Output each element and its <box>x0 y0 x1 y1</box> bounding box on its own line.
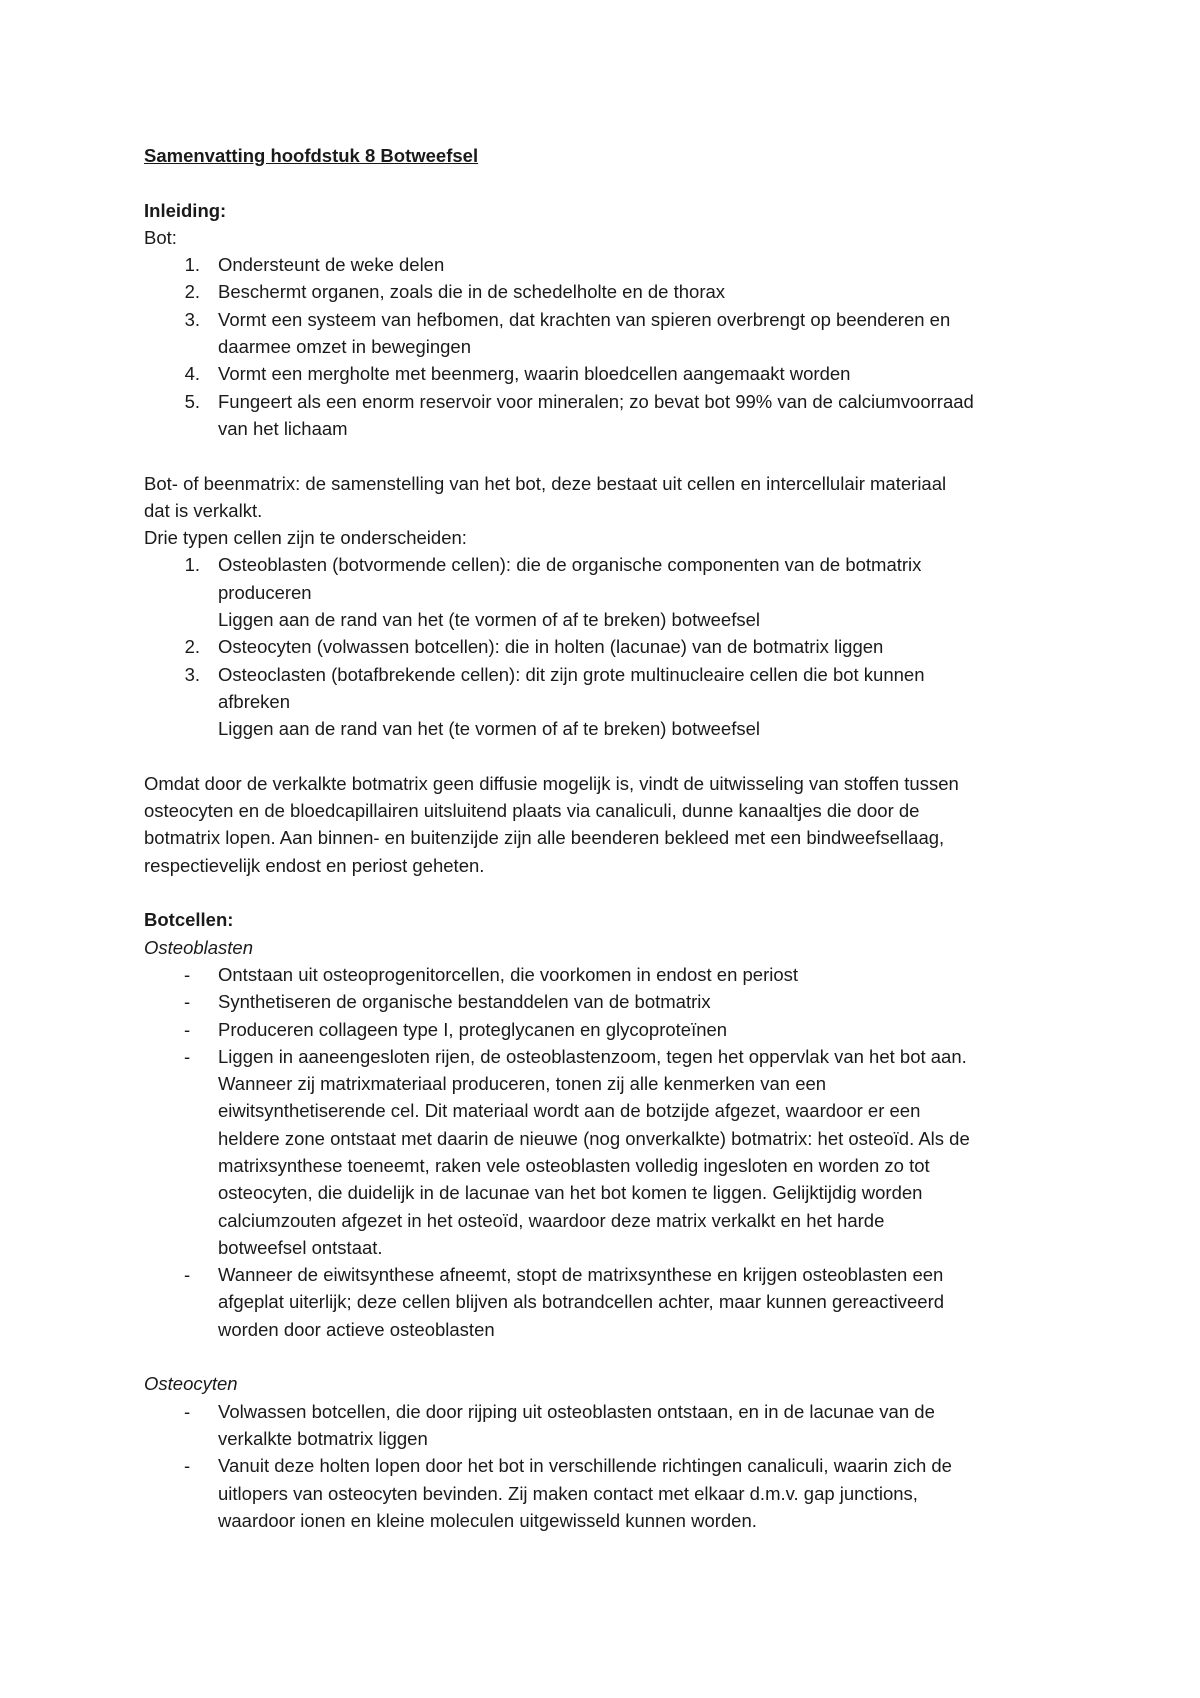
document-title: Samenvatting hoofdstuk 8 Botweefsel <box>144 145 479 166</box>
list-item <box>144 551 1074 633</box>
list-item <box>144 961 1074 988</box>
list-item-line: produceren <box>218 581 312 603</box>
osteocyten-list <box>144 1398 1074 1534</box>
list-item-line: Liggen aan de rand van het (te vormen of af te breken) botweefsel <box>218 718 760 740</box>
list-item-text <box>218 306 950 361</box>
matrix-line-1: Bot- of beenmatrix: de samenstelling van het bot, deze bestaat uit cellen en intercellulair materiaal <box>144 472 947 494</box>
list-item-line: Liggen aan de rand van het (te vormen of af te breken) botweefsel <box>218 609 760 631</box>
spacer <box>144 879 1074 906</box>
cell-types-intro: Drie typen cellen zijn te onderscheiden: <box>144 527 467 549</box>
osteoblasten-list <box>144 961 1074 1343</box>
bullet-dash: - <box>184 991 191 1013</box>
list-item-line: afgeplat uiterlijk; deze cellen blijven als botrandcellen achter, maar kunnen gereactiveerd <box>218 1291 945 1313</box>
document-content <box>144 142 1074 1534</box>
exchange-line-4: respectievelijk endost en periost geheten. <box>144 854 485 876</box>
list-item-line: afbreken <box>218 690 290 712</box>
subheading-osteoblasten: Osteoblasten <box>144 936 254 958</box>
list-item <box>144 1016 1074 1043</box>
list-item-line: Fungeert als een enorm reservoir voor mineralen; zo bevat bot 99% van de calciumvoorraad <box>218 390 974 412</box>
list-item <box>144 306 1074 361</box>
list-item-text <box>218 961 798 988</box>
list-number: 4. <box>184 363 200 385</box>
list-item-line: Vormt een mergholte met beenmerg, waarin bloedcellen aangemaakt worden <box>218 363 851 385</box>
list-item-line: heldere zone ontstaat met daarin de nieuwe (nog onverkalkte) botmatrix: het osteoïd. Als de <box>218 1127 970 1149</box>
list-item-line: Wanneer zij matrixmateriaal produceren, tonen zij alle kenmerken van een <box>218 1073 827 1095</box>
list-item-line: daarmee omzet in bewegingen <box>218 336 471 358</box>
list-item-line: calciumzouten afgezet in het osteoïd, waardoor deze matrix verkalkt en het harde <box>218 1209 885 1231</box>
list-item <box>144 633 1074 660</box>
bot-label: Bot: <box>144 226 177 248</box>
list-item-line: Ontstaan uit osteoprogenitorcellen, die voorkomen in endost en periost <box>218 963 799 985</box>
list-item <box>144 1261 1074 1343</box>
list-item-text <box>218 551 921 633</box>
list-item-line: Wanneer de eiwitsynthese afneemt, stopt de matrixsynthese en krijgen osteoblasten een <box>218 1264 944 1286</box>
list-item-text <box>218 661 925 743</box>
section-heading-inleiding: Inleiding: <box>144 199 227 221</box>
list-item-line: eiwitsynthetiserende cel. Dit materiaal wordt aan de botzijde afgezet, waardoor er een <box>218 1100 921 1122</box>
list-item-line: matrixsynthese toeneemt, raken vele osteoblasten volledig ingesloten en worden zo tot <box>218 1154 930 1176</box>
list-item-text <box>218 1452 952 1534</box>
section-heading-botcellen: Botcellen: <box>144 909 234 931</box>
list-item <box>144 988 1074 1015</box>
list-item-text <box>218 1261 944 1343</box>
list-item-line: Volwassen botcellen, die door rijping uit osteoblasten ontstaan, en in de lacunae van de <box>218 1400 935 1422</box>
list-item-line: Osteocyten (volwassen botcellen): die in holten (lacunae) van de botmatrix liggen <box>218 636 884 658</box>
bullet-dash: - <box>184 1018 191 1040</box>
list-number: 1. <box>184 254 200 276</box>
list-number: 3. <box>184 663 200 685</box>
list-item-line: Produceren collageen type I, proteglycanen en glycoproteïnen <box>218 1018 728 1040</box>
list-item <box>144 1043 1074 1261</box>
list-item-line: Vanuit deze holten lopen door het bot in verschillende richtingen canaliculi, waarin zich de <box>218 1455 952 1477</box>
list-item-line: waardoor ionen en kleine moleculen uitgewisseld kunnen worden. <box>218 1509 757 1531</box>
exchange-line-2: osteocyten en de bloedcapillairen uitsluitend plaats via canaliculi, dunne kanaaltjes die door de <box>144 800 920 822</box>
list-item-line: worden door actieve osteoblasten <box>218 1318 495 1340</box>
spacer <box>144 743 1074 770</box>
list-item-text <box>218 1016 727 1043</box>
list-number: 1. <box>184 554 200 576</box>
list-item-line: Beschermt organen, zoals die in de schedelholte en de thorax <box>218 281 726 303</box>
bullet-dash: - <box>184 1455 191 1477</box>
list-number: 2. <box>184 281 200 303</box>
list-number: 5. <box>184 390 200 412</box>
matrix-line-2: dat is verkalkt. <box>144 499 263 521</box>
exchange-line-1: Omdat door de verkalkte botmatrix geen diffusie mogelijk is, vindt de uitwisseling van stoffen tussen <box>144 772 959 794</box>
bullet-dash: - <box>184 1264 191 1286</box>
list-item <box>144 388 1074 443</box>
list-item-line: Osteoblasten (botvormende cellen): die de organische componenten van de botmatrix <box>218 554 922 576</box>
list-item-line: uitlopers van osteocyten bevinden. Zij maken contact met elkaar d.m.v. gap junctions, <box>218 1482 918 1504</box>
bullet-dash: - <box>184 1400 191 1422</box>
bullet-dash: - <box>184 1045 191 1067</box>
list-item-line: Vormt een systeem van hefbomen, dat krachten van spieren overbrengt op beenderen en <box>218 308 951 330</box>
list-item-text <box>218 388 974 443</box>
list-number: 3. <box>184 308 200 330</box>
list-item <box>144 661 1074 743</box>
bullet-dash: - <box>184 963 191 985</box>
list-number: 2. <box>184 636 200 658</box>
list-item-line: Ondersteunt de weke delen <box>218 254 445 276</box>
list-item-text <box>218 633 883 660</box>
list-item <box>144 1452 1074 1534</box>
list-item-text <box>218 251 444 278</box>
list-item-text <box>218 1043 970 1261</box>
list-item-text <box>218 988 711 1015</box>
list-item-text <box>218 1398 935 1453</box>
list-item <box>144 1398 1074 1453</box>
exchange-line-3: botmatrix lopen. Aan binnen- en buitenzijde zijn alle beenderen bekleed met een bindweefsellaag, <box>144 827 945 849</box>
list-item-text <box>218 278 725 305</box>
list-item <box>144 278 1074 305</box>
list-item-line: verkalkte botmatrix liggen <box>218 1427 428 1449</box>
list-item <box>144 360 1074 387</box>
subheading-osteocyten: Osteocyten <box>144 1373 238 1395</box>
cell-types-list <box>144 551 1074 742</box>
bot-functions-list <box>144 251 1074 442</box>
list-item-text <box>218 360 850 387</box>
spacer <box>144 169 1074 196</box>
spacer <box>144 442 1074 469</box>
list-item <box>144 251 1074 278</box>
list-item-line: Liggen in aaneengesloten rijen, de osteoblastenzoom, tegen het oppervlak van het bot aan. <box>218 1045 967 1067</box>
list-item-line: van het lichaam <box>218 417 348 439</box>
list-item-line: botweefsel ontstaat. <box>218 1236 383 1258</box>
list-item-line: Osteoclasten (botafbrekende cellen): dit zijn grote multinucleaire cellen die bot kunnen <box>218 663 925 685</box>
list-item-line: Synthetiseren de organische bestanddelen van de botmatrix <box>218 991 711 1013</box>
spacer <box>144 1343 1074 1370</box>
list-item-line: osteocyten, die duidelijk in de lacunae van het bot komen te liggen. Gelijktijdig worden <box>218 1182 923 1204</box>
